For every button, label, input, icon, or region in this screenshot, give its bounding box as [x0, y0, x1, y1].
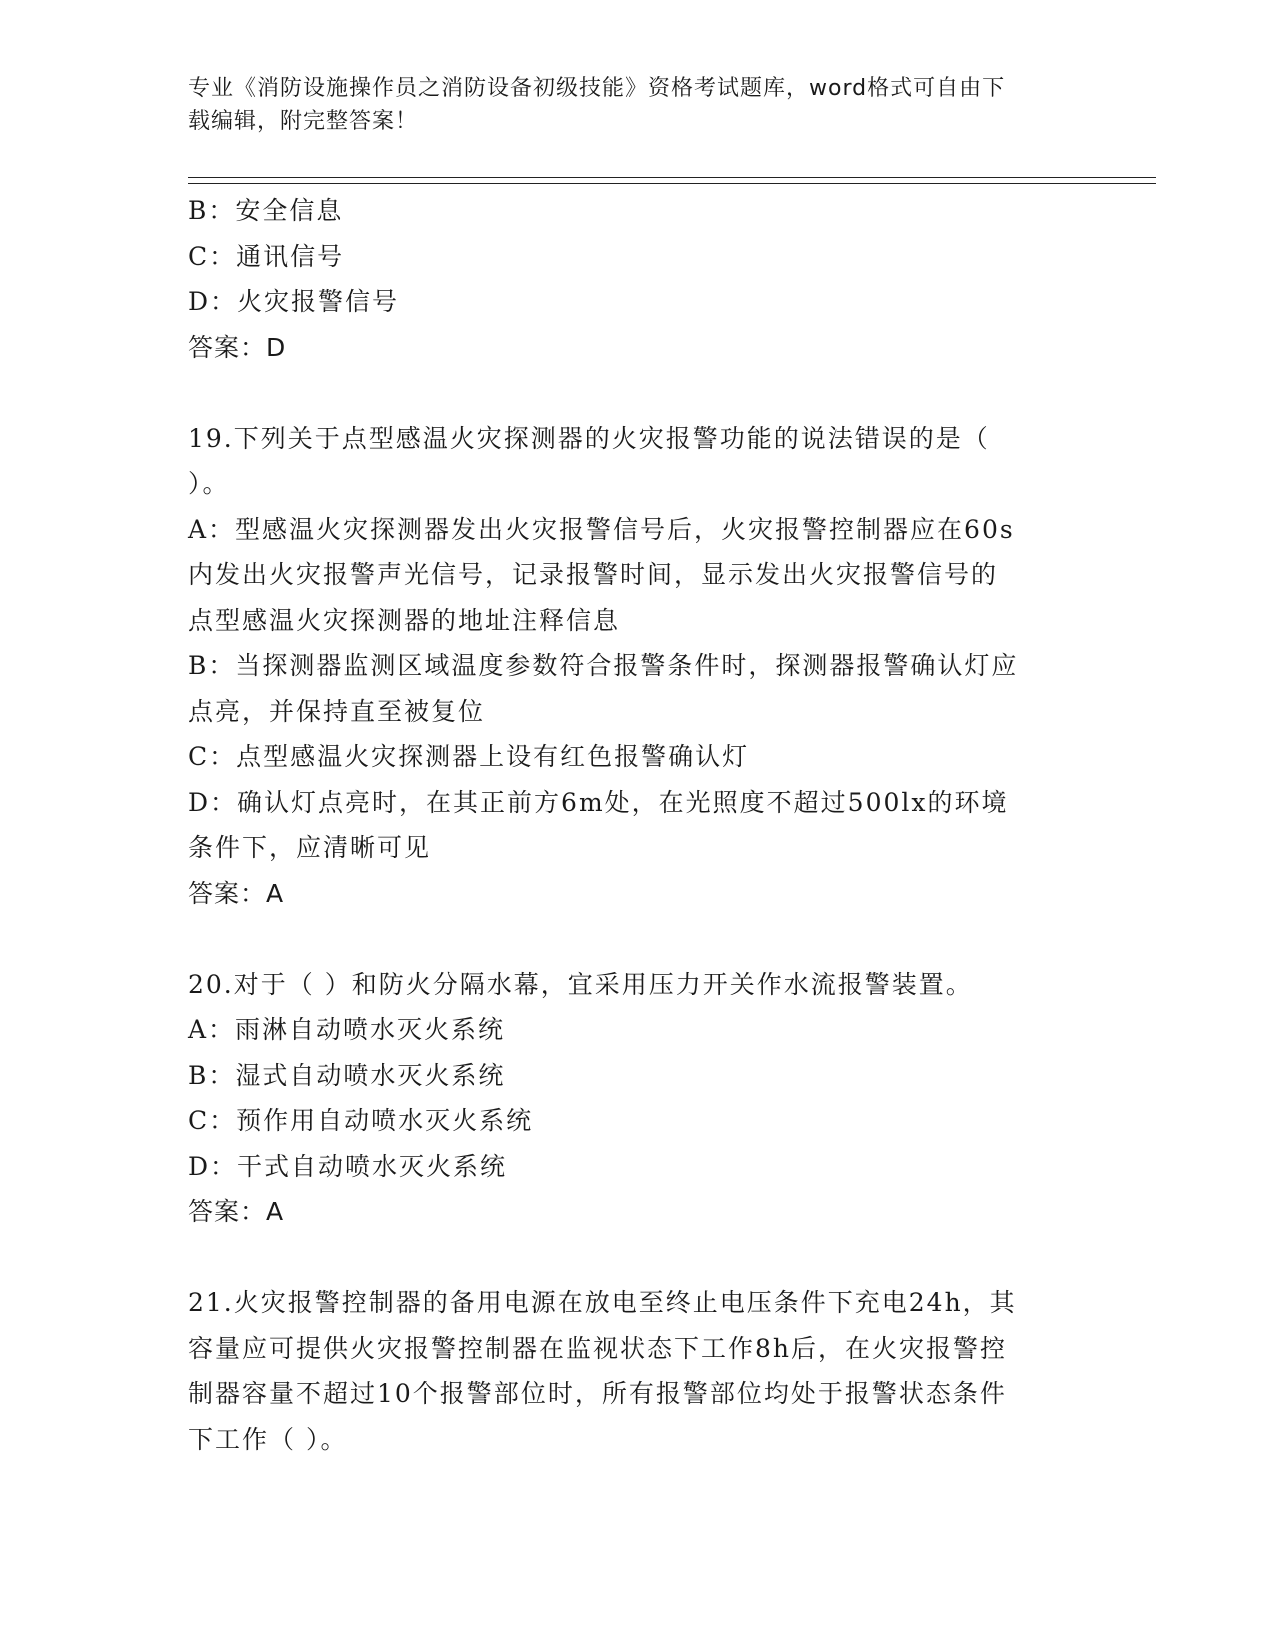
option-b: B：湿式自动喷水灭火系统 [188, 1060, 506, 1090]
question-stem-line: 19.下列关于点型感温火灾探测器的火灾报警功能的说法错误的是（ [188, 423, 990, 453]
answer-line: 答案：D [188, 332, 287, 362]
option-c-line: C：点型感温火灾探测器上设有红色报警确认灯 [188, 742, 750, 771]
option-b-line: B：当探测器监测区域温度参数符合报警条件时，探测器报警确认灯应 [188, 651, 1019, 680]
option-a-line: A：型感温火灾探测器发出火灾报警信号后，火灾报警控制器应在60s [188, 514, 1015, 544]
question-stem-line: 制器容量不超过10个报警部位时，所有报警部位均处于报警状态条件 [188, 1379, 1007, 1408]
header-divider-top [188, 177, 1156, 178]
option-d: D：干式自动喷水灭火系统 [188, 1151, 508, 1181]
question-21 [188, 1280, 1078, 1462]
answer-line: 答案：A [188, 878, 285, 908]
option-a: A：雨淋自动喷水灭火系统 [188, 1015, 506, 1044]
answer-line: 答案：A [188, 1197, 285, 1226]
option-a-line: 内发出火灾报警声光信号，记录报警时间，显示发出火灾报警信号的 [188, 560, 999, 589]
option-c: C：通讯信号 [188, 241, 345, 271]
option-c: C：预作用自动喷水灭火系统 [188, 1106, 534, 1135]
option-b-line: 点亮，并保持直至被复位 [188, 696, 486, 726]
question-19 [188, 416, 1078, 917]
spacer [188, 916, 1078, 962]
prev-question [188, 188, 1078, 370]
question-20 [188, 962, 1078, 1235]
document-header [188, 72, 1078, 138]
question-stem-line: 21.火灾报警控制器的备用电源在放电至终止电压条件下充电24h，其 [188, 1288, 1017, 1317]
spacer [188, 1235, 1078, 1281]
question-stem-line: 20.对于（ ）和防火分隔水幕，宜采用压力开关作水流报警装置。 [188, 969, 973, 999]
question-stem-line: ）。 [188, 469, 230, 498]
header-line-2: 载编辑，附完整答案！ [188, 109, 419, 134]
option-a-line: 点型感温火灾探测器的地址注释信息 [188, 605, 621, 635]
option-b: B：安全信息 [188, 196, 344, 225]
option-d-line: 条件下，应清晰可见 [188, 833, 432, 862]
question-stem-line: 容量应可提供火灾报警控制器在监视状态下工作8h后，在火灾报警控 [188, 1333, 1008, 1363]
spacer [188, 370, 1078, 416]
question-stem-line: 下工作（ ）。 [188, 1424, 348, 1454]
header-divider-bottom [188, 183, 1156, 184]
question-content [188, 188, 1078, 1462]
option-d: D：火灾报警信号 [188, 287, 400, 316]
header-line-1: 专业《消防设施操作员之消防设备初级技能》资格考试题库，word格式可自由下 [188, 76, 1006, 101]
option-d-line: D：确认灯点亮时，在其正前方6m处，在光照度不超过500lx的环境 [188, 787, 1009, 817]
